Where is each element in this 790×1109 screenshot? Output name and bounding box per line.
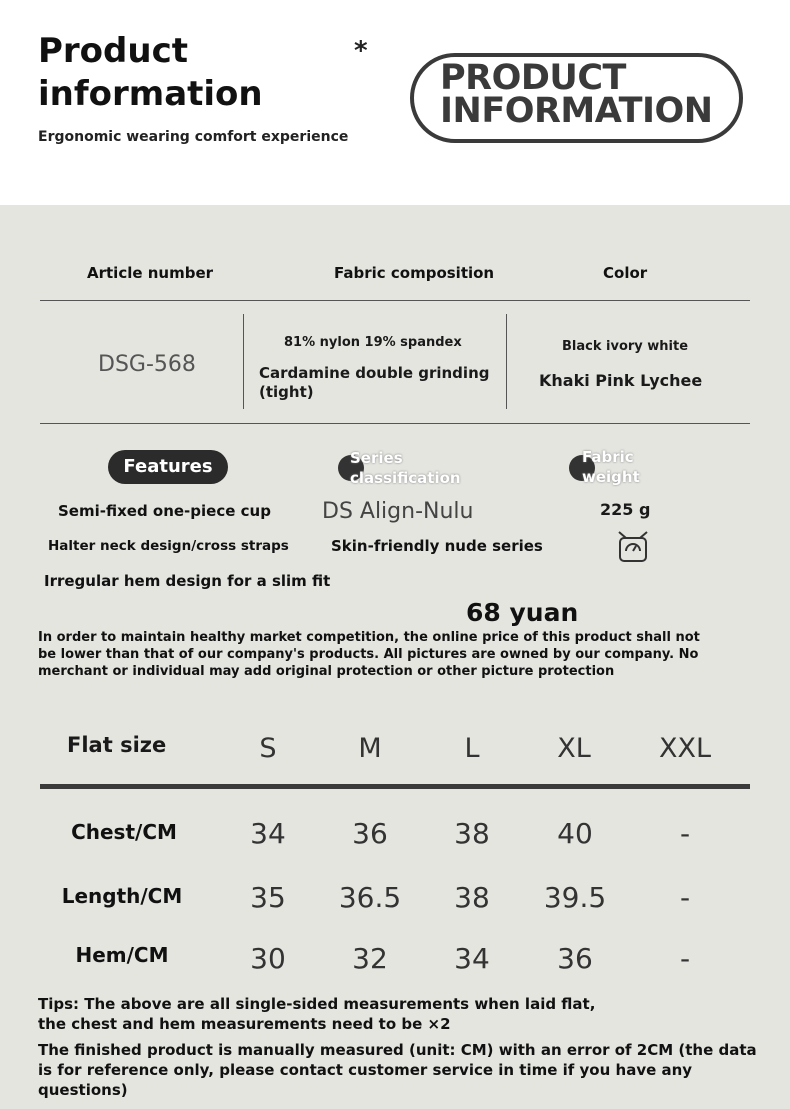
size-header: XL [557, 733, 591, 764]
row-label: Hem/CM [75, 943, 169, 967]
table-cell: 30 [250, 942, 286, 975]
row-label: Length/CM [61, 884, 183, 908]
table-cell: 35 [250, 881, 286, 914]
article-number-value: DSG-568 [98, 352, 196, 377]
table-cell: 38 [454, 881, 490, 914]
column-divider [243, 314, 244, 409]
measurement-tips: Tips: The above are all single-sided measurements when laid flat, the chest and hem measurements need to be ×2 [38, 995, 596, 1033]
table-divider [40, 784, 750, 789]
feature-item: Irregular hem design for a slim fit [44, 572, 331, 590]
table-cell: 36 [352, 817, 388, 850]
features-label: Features [108, 450, 228, 484]
article-number-header: Article number [87, 264, 214, 282]
table-cell: 32 [352, 942, 388, 975]
size-header: L [464, 733, 480, 764]
page-title [38, 30, 263, 116]
badge-line-1: PRODUCT [440, 58, 626, 98]
size-header: S [259, 733, 277, 764]
measurement-disclaimer: The finished product is manually measured (unit: CM) with an error of 2CM (the data is for reference only, please contact customer service in time if you have any questions) [38, 1041, 757, 1099]
size-header: XXL [658, 733, 712, 764]
fabric-weight-value: 225 g [600, 500, 651, 519]
color-header: Color [603, 264, 648, 282]
table-cell: 34 [454, 942, 490, 975]
badge-text [440, 58, 713, 131]
flat-size-label: Flat size [67, 733, 167, 757]
table-cell: - [679, 942, 691, 975]
scale-icon [614, 528, 652, 568]
table-cell: - [679, 881, 691, 914]
fabric-percent: 81% nylon 19% spandex [284, 335, 462, 350]
row-label: Chest/CM [71, 820, 177, 844]
table-cell: 36.5 [338, 881, 402, 914]
fabric-weight-label: Fabric weight [582, 448, 640, 486]
table-cell: 40 [557, 817, 593, 850]
color-options-1: Black ivory white [562, 339, 689, 354]
series-value: DS Align-Nulu [322, 499, 474, 524]
price: 68 yuan [466, 598, 579, 627]
asterisk-mark: * [354, 36, 368, 66]
feature-item: Halter neck design/cross straps [48, 538, 289, 554]
table-cell: 39.5 [543, 881, 607, 914]
fabric-composition-header: Fabric composition [334, 264, 495, 282]
series-sub: Skin-friendly nude series [331, 537, 543, 555]
column-divider [506, 314, 507, 409]
series-label: Series classification [350, 449, 461, 487]
price-notice: In order to maintain healthy market competition, the online price of this product shall not be lower than that of our company's products. All pictures are owned by our company. No merchant or individual may add original protection or other picture protection [38, 630, 700, 679]
divider [40, 300, 750, 301]
title-line-1: Product [38, 31, 188, 71]
title-line-2: information [38, 74, 263, 114]
table-cell: 36 [557, 942, 593, 975]
fabric-type: Cardamine double grinding (tight) [259, 364, 490, 401]
feature-item: Semi-fixed one-piece cup [58, 502, 271, 520]
page-subtitle: Ergonomic wearing comfort experience [38, 129, 349, 145]
divider [40, 423, 750, 424]
badge-line-2: INFORMATION [440, 91, 713, 131]
color-options-2: Khaki Pink Lychee [539, 371, 703, 390]
size-header: M [358, 733, 382, 764]
table-cell: 38 [454, 817, 490, 850]
table-cell: 34 [250, 817, 286, 850]
table-cell: - [679, 817, 691, 850]
